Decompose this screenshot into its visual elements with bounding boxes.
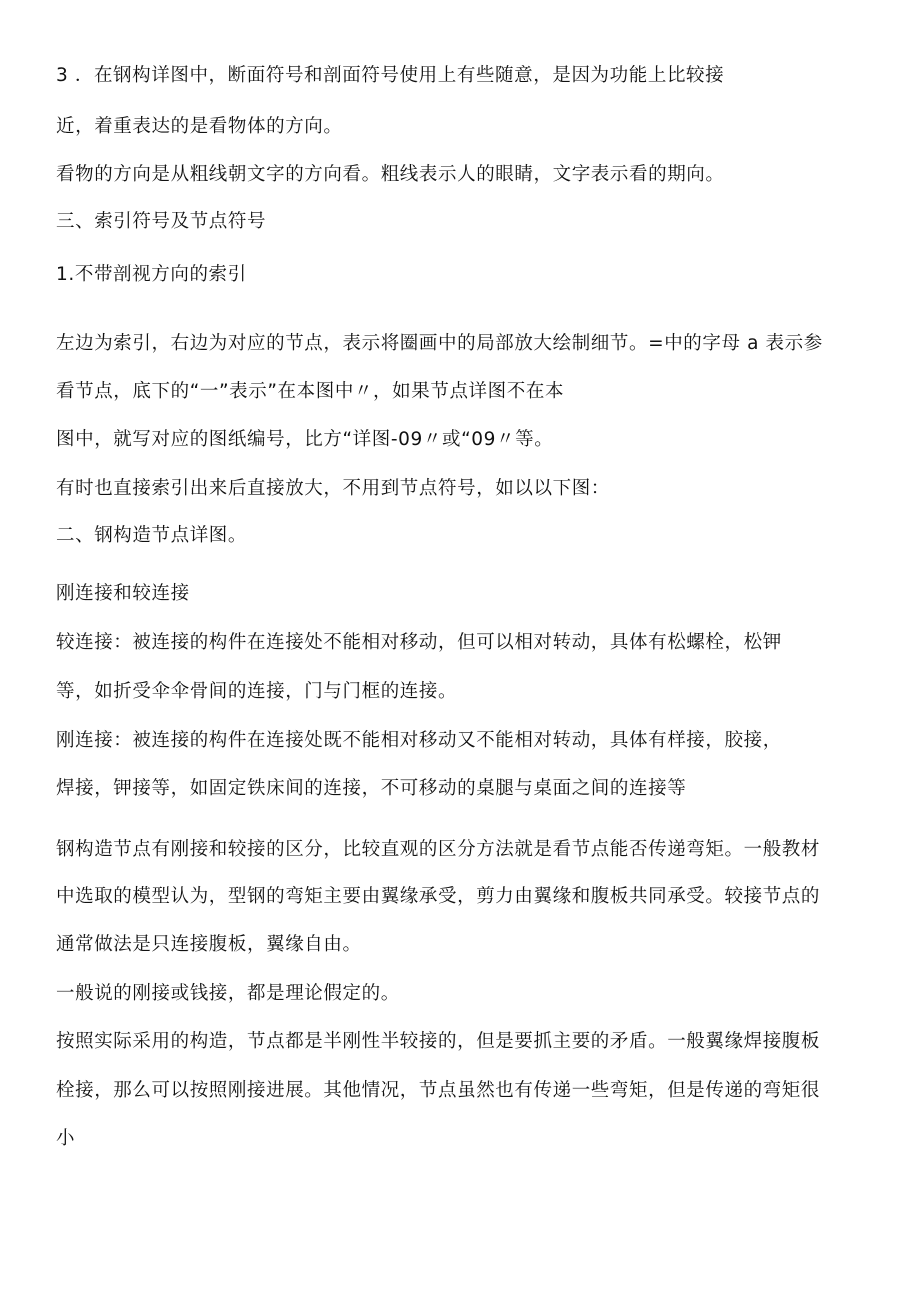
- paragraph-line: 3 ．在钢构详图中，断面符号和剖面符号使用上有些随意，是因为功能上比较接: [56, 65, 725, 86]
- paragraph-line: 有时也直接索引出来后直接放大，不用到节点符号，如以以下图：: [56, 478, 610, 499]
- paragraph-line: 按照实际采用的构造，节点都是半刚性半较接的，但是要抓主要的矛盾。一般翼缘焊接腹板: [56, 1031, 821, 1052]
- section-heading: 三、索引符号及节点符号: [56, 211, 267, 232]
- paragraph-line: 等，如折受伞伞骨间的连接，门与门框的连接。: [56, 681, 458, 702]
- paragraph-line: 较连接：被连接的构件在连接处不能相对移动，但可以相对转动，具体有松螺栓，松钾: [56, 632, 782, 653]
- paragraph-line: 钢构造节点有刚接和较接的区分，比较直观的区分方法就是看节点能否传递弯矩。一般教材: [56, 839, 821, 860]
- subsection-heading: 刚连接和较连接: [56, 583, 190, 604]
- subsection-heading: 1.不带剖视方向的索引: [56, 264, 247, 285]
- paragraph-line: 图中，就写对应的图纸编号，比方“详图-09〃或“09〃等。: [56, 429, 554, 450]
- paragraph-line: 看物的方向是从粗线朝文字的方向看。粗线表示人的眼睛，文字表示看的期向。: [56, 164, 725, 185]
- paragraph-line: 焊接，钾接等，如固定铁床间的连接，不可移动的桌腿与桌面之间的连接等: [56, 778, 687, 799]
- section-heading: 二、钢构造节点详图。: [56, 525, 248, 546]
- paragraph-line: 近，着重表达的是看物体的方向。: [56, 116, 343, 137]
- paragraph-line: 通常做法是只连接腹板，翼缘自由。: [56, 934, 362, 955]
- paragraph-line: 小: [56, 1128, 76, 1149]
- paragraph-line: 栓接，那么可以按照刚接进展。其他情况，节点虽然也有传递一些弯矩，但是传递的弯矩很: [56, 1080, 821, 1101]
- paragraph-line: 看节点，底下的“一”表示”在本图中〃，如果节点详图不在本: [56, 381, 565, 402]
- paragraph-line: 刚连接：被连接的构件在连接处既不能相对移动又不能相对转动，具体有样接，胶接，: [56, 730, 782, 751]
- paragraph-line: 中选取的模型认为，型钢的弯矩主要由翼缘承受，剪力由翼缘和腹板共同承受。较接节点的: [56, 886, 821, 907]
- paragraph-line: 一般说的刚接或钱接，都是理论假定的。: [56, 983, 400, 1004]
- paragraph-line: 左边为索引，右边为对应的节点，表示将圈画中的局部放大绘制细节。=中的字母 a 表示参: [56, 333, 823, 354]
